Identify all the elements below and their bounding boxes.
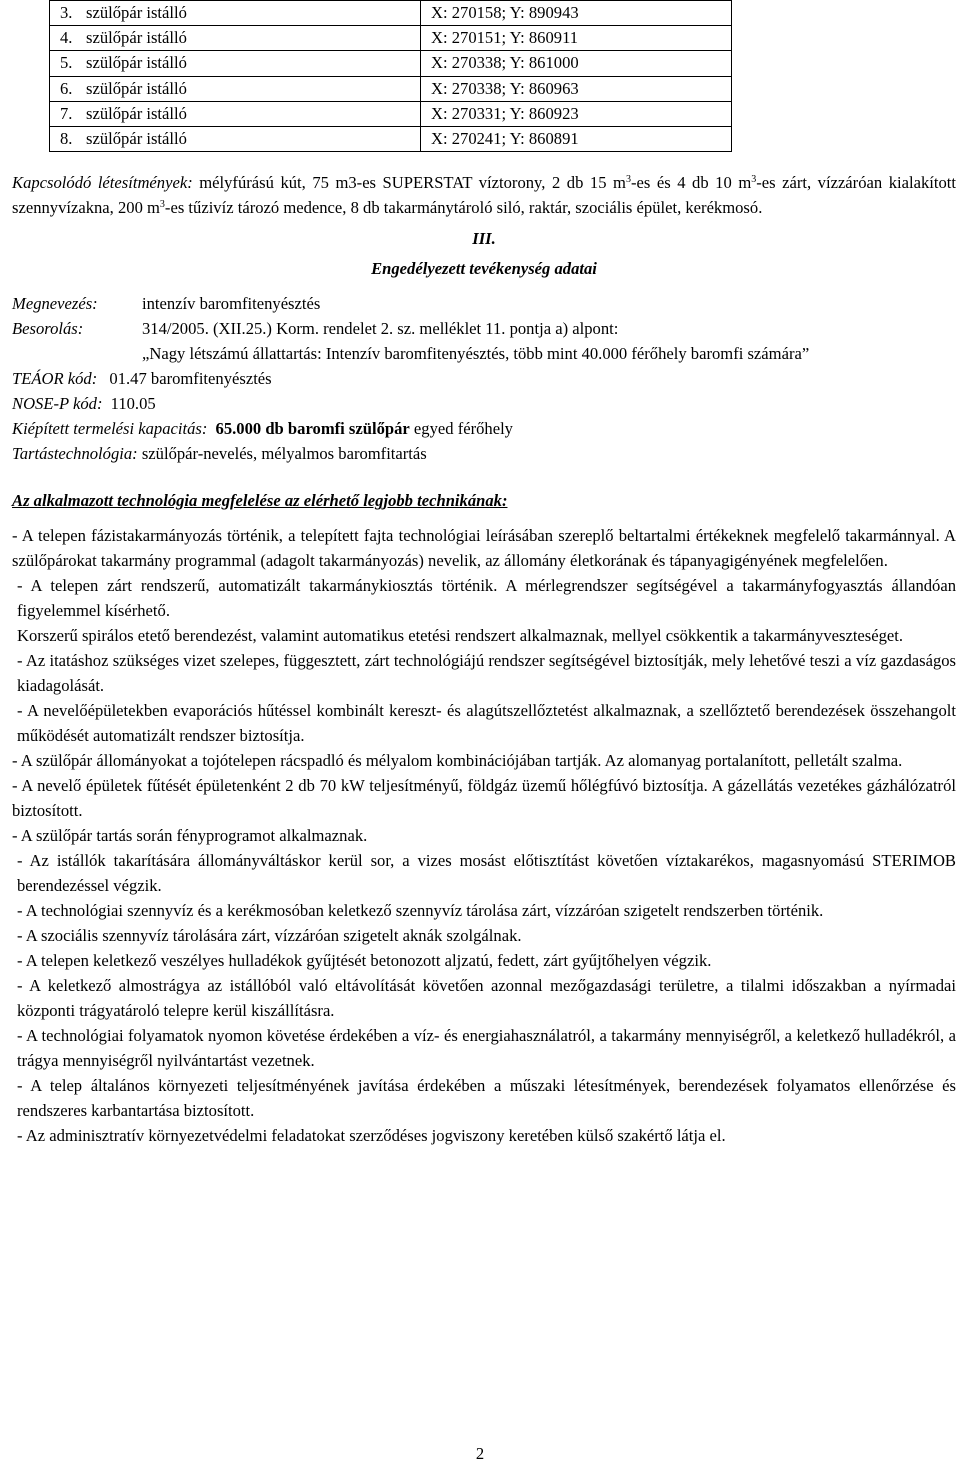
stable-name: szülőpár istálló [86, 53, 187, 73]
technology-label: Tartástechnológia: [12, 444, 138, 464]
stable-coords-cell: X: 270151; Y: 860911 [421, 26, 732, 51]
stable-number: 7. [60, 103, 73, 123]
bat-paragraph: - Az itatáshoz szükséges vizet szelepes, függesztett, zárt technológiájú rendszer segítségével biztosítják, mely lehetővé teszi a víz gazdaságos kiadagolását. [17, 651, 956, 696]
bat-paragraph: - A nevelőépületekben evaporációs hűtéssel kombinált kereszt- és alagútszellőztetést alkalmaznak, a szellőztető berendezések összehangolt működését automatizált rendszer biztosítja. [17, 701, 956, 746]
bat-paragraph: - Az istállók takarítására állományváltáskor kerül sor, a vizes mosást előtisztítást követően víztakarékos, magasnyomású STERIMOB berendezéssel végzik. [17, 851, 956, 896]
nose-row [12, 391, 956, 416]
bat-paragraph: - A szülőpár tartás során fényprogramot alkalmaznak. [12, 826, 368, 846]
bat-paragraph: - A nevelő épületek fűtését épületenként 2 db 70 kW teljesítményű, földgáz üzemű hőlégfúvó biztosítja. A gázellátás vezetékes gázhálózatról biztosított. [12, 776, 956, 821]
capacity-bold: 65.000 db baromfi szülőpár [215, 419, 410, 439]
activity-class-value: 314/2005. (XII.25.) Korm. rendelet 2. sz. melléklet 11. pontja a) alpont: [142, 319, 619, 339]
stable-name-cell [50, 26, 421, 51]
document-page [12, 0, 956, 1148]
stable-name-cell [50, 76, 421, 101]
teaor-row [12, 366, 956, 391]
bat-paragraph: - A telepen fázistakarmányozás történik, a telepített fajta technológiai leírásában szereplő beltartalmi értékeknek megfelelő takarmánnyal. A szülőpárokat takarmány programmal (adagolt takarmányozás) nevelik, az állomány életkorának és tápanyagigényének megfelelően. [12, 526, 956, 571]
section-number: III. [472, 229, 496, 249]
activity-class-row [12, 316, 956, 341]
activity-name-row [12, 291, 956, 316]
table-row [50, 101, 732, 126]
bat-heading: Az alkalmazott technológia megfelelése az elérhető legjobb technikának: [12, 491, 508, 511]
stable-name-cell [50, 101, 421, 126]
bat-paragraph: - A szociális szennyvíz tárolására zárt, vízzáróan szigetelt aknák szolgálnak. [17, 926, 522, 946]
nose-value: 110.05 [110, 394, 156, 414]
stable-coords-cell: X: 270241; Y: 860891 [421, 127, 732, 152]
teaor-label: TEÁOR kód: [12, 369, 98, 389]
stable-coords-cell: X: 270331; Y: 860923 [421, 101, 732, 126]
stable-number: 6. [60, 78, 73, 98]
bat-paragraph: - A telepen zárt rendszerű, automatizált takarmánykiosztás történik. A mérlegrendszer segítségével a takarmányfogyasztás állandóan figyelemmel kísérhető. [17, 576, 956, 621]
activity-class-label: Besorolás: [12, 319, 84, 339]
bat-paragraph: Korszerű spirálos etető berendezést, valamint automatikus etetési rendszert alkalmaznak, mellyel csökkentik a takarmányveszteséget. [17, 626, 904, 646]
bat-paragraph: - Az adminisztratív környezetvédelmi feladatokat szerződéses jogviszony keretében külső szakértő látja el. [17, 1126, 726, 1146]
stable-name: szülőpár istálló [86, 28, 187, 48]
activity-name-value: intenzív baromfitenyésztés [142, 294, 321, 314]
stable-name: szülőpár istálló [86, 129, 187, 149]
facilities-label: Kapcsolódó létesítmények: [12, 173, 193, 193]
stable-number: 4. [60, 28, 73, 48]
table-row [50, 127, 732, 152]
stable-number: 5. [60, 53, 73, 73]
activity-name-label: Megnevezés: [12, 294, 98, 314]
bat-paragraph: - A technológiai folyamatok nyomon követése érdekében a víz- és energiahasználatról, a takarmány mennyiségről, a keletkező hulladékról, a trágya mennyiségről nyilvántartást vezetnek. [17, 1026, 956, 1071]
stable-number: 3. [60, 3, 73, 22]
stable-name: szülőpár istálló [86, 103, 187, 123]
bat-paragraphs [12, 523, 956, 1148]
stable-name-cell [50, 127, 421, 152]
table-row [50, 26, 732, 51]
bat-paragraph: - A telepen keletkező veszélyes hulladékok gyűjtését betonozott aljzatú, fedett, zárt gyűjtőhelyen végzik. [17, 951, 712, 971]
stable-coords-cell: X: 270338; Y: 860963 [421, 76, 732, 101]
page-number: 2 [475, 1444, 485, 1463]
stable-name: szülőpár istálló [86, 3, 187, 22]
stable-number: 8. [60, 129, 73, 149]
facilities-paragraph: Kapcsolódó létesítmények: mélyfúrású kút, 75 m3-es SUPERSTAT víztorony, 2 db 15 $m^3-es$ és 4 db 10 $m^3-es$ zárt, vízzáróan kialakított szennyvízakna, 200 $m^3-es$ tűzivíz tározó medence, 8 db takarmánytároló siló, raktár, szociális épület, kerékmosó. [12, 173, 956, 218]
technology-row [12, 441, 956, 466]
bat-paragraph: - A technológiai szennyvíz és a kerékmosóban keletkező szennyvíz tárolása zárt, vízzáróan szigetelt rendszerben történik. [17, 901, 824, 921]
bat-paragraph: - A keletkező almostrágya az istállóból való eltávolítását követően azonnal mezőgazdasági területre, a tilalmi időszakban a nyírmadai központi trágyatároló telepre kerül kiszállításra. [17, 976, 956, 1021]
parent-stables-table [49, 0, 732, 152]
capacity-row [12, 416, 956, 441]
technology-value: szülőpár-nevelés, mélyalmos baromfitartás [137, 444, 427, 464]
section-title: Engedélyezett tevékenység adatai [371, 259, 597, 279]
stable-coords-cell: X: 270158; Y: 890943 [421, 1, 732, 26]
capacity-rest: egyed férőhely [409, 419, 513, 439]
bat-paragraph: - A szülőpár állományokat a tojótelepen rácspadló és mélyalom kombinációjában tartják. Az alomanyag portalanított, pelletált szalma. [12, 751, 903, 771]
stable-name-cell [50, 1, 421, 26]
bat-paragraph: - A telep általános környezeti teljesítményének javítása érdekében a műszaki létesítmények, berendezések folyamatos ellenőrzése és rendszeres karbantartása biztosított. [17, 1076, 956, 1121]
nose-label: NOSE-P kód: [12, 394, 103, 414]
teaor-value: 01.47 baromfitenyésztés [109, 369, 272, 389]
table-row [50, 1, 732, 26]
table-row [50, 76, 732, 101]
stable-coords-cell: X: 270338; Y: 861000 [421, 51, 732, 76]
table-row [50, 51, 732, 76]
stable-name-cell [50, 51, 421, 76]
activity-class-quote: „Nagy létszámú állattartás: Intenzív baromfitenyésztés, több mint 40.000 férőhely baromfi számára” [142, 344, 810, 364]
capacity-label: Kiépített termelési kapacitás: [12, 419, 208, 439]
stable-name: szülőpár istálló [86, 78, 187, 98]
